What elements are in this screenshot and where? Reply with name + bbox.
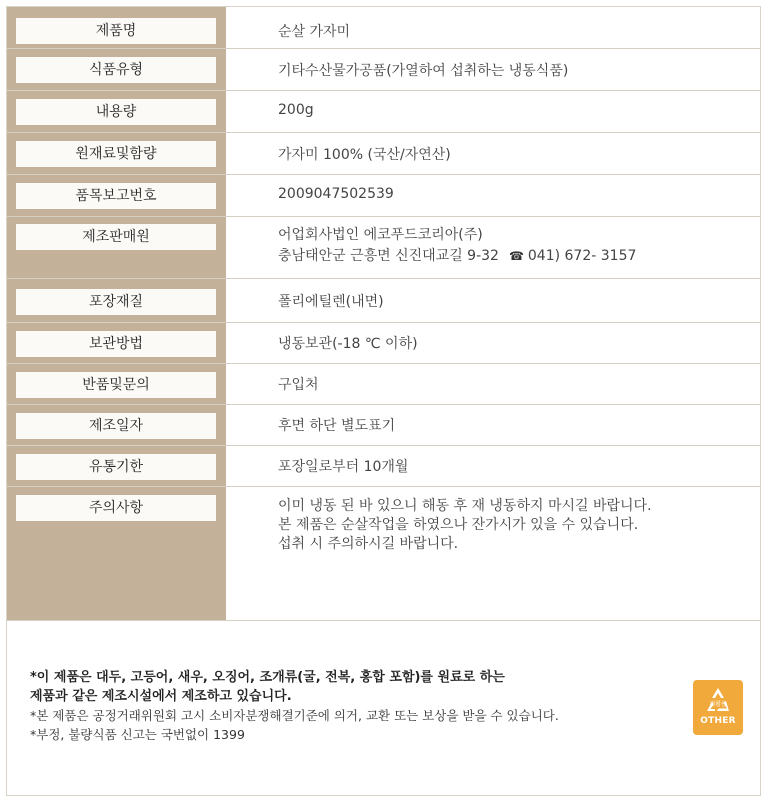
label-expiry: 유통기한 bbox=[16, 454, 216, 480]
allergy-notice-line1: *이 제품은 대두, 고등어, 새우, 오징어, 조개류(굴, 전복, 홍합 포함)를 원료로 하는 bbox=[30, 670, 505, 685]
value-caution-line1: 이미 냉동 된 바 있으니 해동 후 재 냉동하지 마시길 바랍니다. bbox=[278, 498, 652, 514]
row-food-type bbox=[7, 49, 761, 91]
label-manufacturer: 제조판매원 bbox=[16, 224, 216, 250]
recycle-mark-icon bbox=[693, 680, 743, 735]
row-caution bbox=[7, 487, 761, 582]
row-report-number bbox=[7, 175, 761, 217]
label-report-number: 품목보고번호 bbox=[16, 183, 216, 209]
row-packaging bbox=[7, 279, 761, 323]
row-product-name bbox=[7, 7, 761, 49]
value-product-name: 순살 가자미 bbox=[278, 24, 351, 40]
label-product-name: 제품명 bbox=[16, 18, 216, 44]
label-food-type: 식품유형 bbox=[16, 57, 216, 83]
label-caution: 주의사항 bbox=[16, 495, 216, 521]
recycle-other-label: OTHER bbox=[700, 716, 736, 726]
value-report-number: 2009047502539 bbox=[278, 186, 394, 202]
value-caution-line3: 섭취 시 주의하시길 바랍니다. bbox=[278, 536, 459, 552]
notes-section bbox=[30, 668, 690, 744]
recycle-top-text: 재활용 bbox=[709, 701, 727, 708]
value-manufacturer-address: 충남태안군 근흥면 신진대교길 9-32 ☎ 041) 672- 3157 bbox=[278, 248, 637, 264]
row-manufacture-date bbox=[7, 405, 761, 446]
table-bottom-divider bbox=[7, 620, 761, 621]
label-storage: 보관방법 bbox=[16, 331, 216, 357]
phone-icon: ☎ bbox=[508, 249, 524, 263]
value-manufacture-date: 후면 하단 별도표기 bbox=[278, 418, 396, 434]
report-notice: *부정, 불량식품 신고는 국번없이 1399 bbox=[30, 727, 245, 742]
value-net-content: 200g bbox=[278, 102, 314, 118]
row-ingredients bbox=[7, 133, 761, 175]
value-food-type: 기타수산물가공품(가열하여 섭취하는 냉동식품) bbox=[278, 63, 569, 79]
value-packaging: 폴리에틸렌(내면) bbox=[278, 294, 384, 310]
row-returns bbox=[7, 364, 761, 405]
label-returns: 반품및문의 bbox=[16, 372, 216, 398]
value-caution-line2: 본 제품은 순살작업을 하였으나 잔가시가 있을 수 있습니다. bbox=[278, 517, 639, 533]
row-net-content bbox=[7, 91, 761, 133]
value-ingredients: 가자미 100% (국산/자연산) bbox=[278, 147, 451, 163]
value-expiry: 포장일로부터 10개월 bbox=[278, 459, 409, 475]
value-manufacturer-phone: 041) 672- 3157 bbox=[527, 248, 637, 264]
product-info-table bbox=[7, 7, 761, 582]
value-storage: 냉동보관(-18 ℃ 이하) bbox=[278, 336, 418, 352]
row-manufacturer bbox=[7, 217, 761, 279]
label-ingredients: 원재료및함량 bbox=[16, 141, 216, 167]
label-net-content: 내용량 bbox=[16, 99, 216, 125]
value-manufacturer-name: 어업회사법인 에코푸드코리아(주) bbox=[278, 227, 483, 243]
label-manufacture-date: 제조일자 bbox=[16, 413, 216, 439]
value-returns: 구입처 bbox=[278, 377, 319, 393]
row-storage bbox=[7, 323, 761, 364]
compensation-notice: *본 제품은 공정거래위원회 고시 소비자분쟁해결기준에 의거, 교환 또는 보상을 받을 수 있습니다. bbox=[30, 708, 559, 723]
label-packaging: 포장재질 bbox=[16, 289, 216, 315]
recycle-arrows-icon bbox=[701, 685, 735, 715]
allergy-notice-line2: 제품과 같은 제조시설에서 제조하고 있습니다. bbox=[30, 689, 292, 704]
row-expiry bbox=[7, 446, 761, 487]
